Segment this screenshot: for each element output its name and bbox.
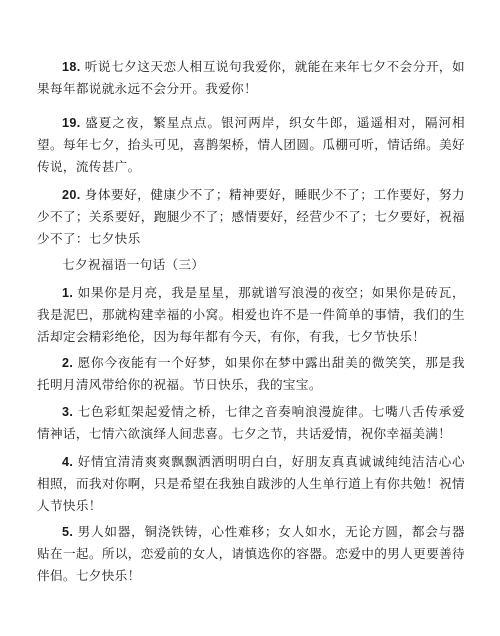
paragraph-number: 19. <box>62 116 81 130</box>
paragraph-number: 18. <box>62 60 81 74</box>
item-number: 3. <box>62 405 74 419</box>
blessing-item-4 <box>37 451 465 517</box>
paragraph-text: 盛夏之夜，繁星点点。银河两岸，织女牛郎，遥遥相对，隔河相望。每年七夕，抬头可见，喜鹊架桥，情人团圆。瓜棚可听，情话绵。美好传说，流传甚广。 <box>37 115 465 174</box>
item-text: 如果你是月亮，我是星星，那就谱写浪漫的夜空；如果你是砖瓦，我是泥巴，那就构建幸福的小窝。相爱也许不是一件简单的事情，我们的生活却定会精彩绝伦，因为每年都有今天，有你，有我，七夕节快乐！ <box>37 285 465 344</box>
paragraph-number: 20. <box>62 188 81 202</box>
paragraph-19 <box>37 112 465 178</box>
paragraph-text: 听说七夕这天恋人相互说句我爱你，就能在来年七夕不会分开，如果每年都说就永远不会分开。我爱你！ <box>37 59 465 96</box>
item-number: 4. <box>62 455 74 469</box>
blessing-item-5 <box>37 521 465 587</box>
blessing-item-3 <box>37 401 465 445</box>
item-number: 1. <box>62 286 74 300</box>
paragraph-20 <box>37 184 465 250</box>
paragraph-18 <box>37 56 465 100</box>
blessing-item-1 <box>37 282 465 348</box>
paragraph-text: 身体要好，健康少不了；精神要好，睡眠少不了；工作要好，努力少不了；关系要好，跑腿少不了；感情要好，经营少不了；七夕要好，祝福少不了：七夕快乐 <box>37 187 465 246</box>
item-text: 七色彩虹架起爱情之桥，七律之音奏响浪漫旋律。七嘴八舌传承爱情神话，七情六欲演绎人间悲喜。七夕之节，共话爱情，祝你幸福美满！ <box>37 404 465 441</box>
item-number: 5. <box>62 525 74 539</box>
item-text: 愿你今夜能有一个好梦，如果你在梦中露出甜美的微笑笑，那是我托明月清风带给你的祝福。节日快乐，我的宝宝。 <box>37 355 465 392</box>
section-title: 七夕祝福语一句话（三） <box>62 257 205 272</box>
blessing-item-2 <box>37 352 465 396</box>
item-text: 好情宜清清爽爽飘飘洒洒明明白白，好朋友真真诚诚纯纯洁洁心心相照，而我对你啊，只是希望在我独自跋涉的人生单行道上有你共勉！祝情人节快乐！ <box>37 454 465 513</box>
item-text: 男人如器，铜浇铁铸，心性难移；女人如水，无论方圆，都会与器贴在一起。所以，恋爱前的女人，请慎选你的容器。恋爱中的男人更要善待伴侣。七夕快乐！ <box>37 524 465 583</box>
item-number: 2. <box>62 356 74 370</box>
